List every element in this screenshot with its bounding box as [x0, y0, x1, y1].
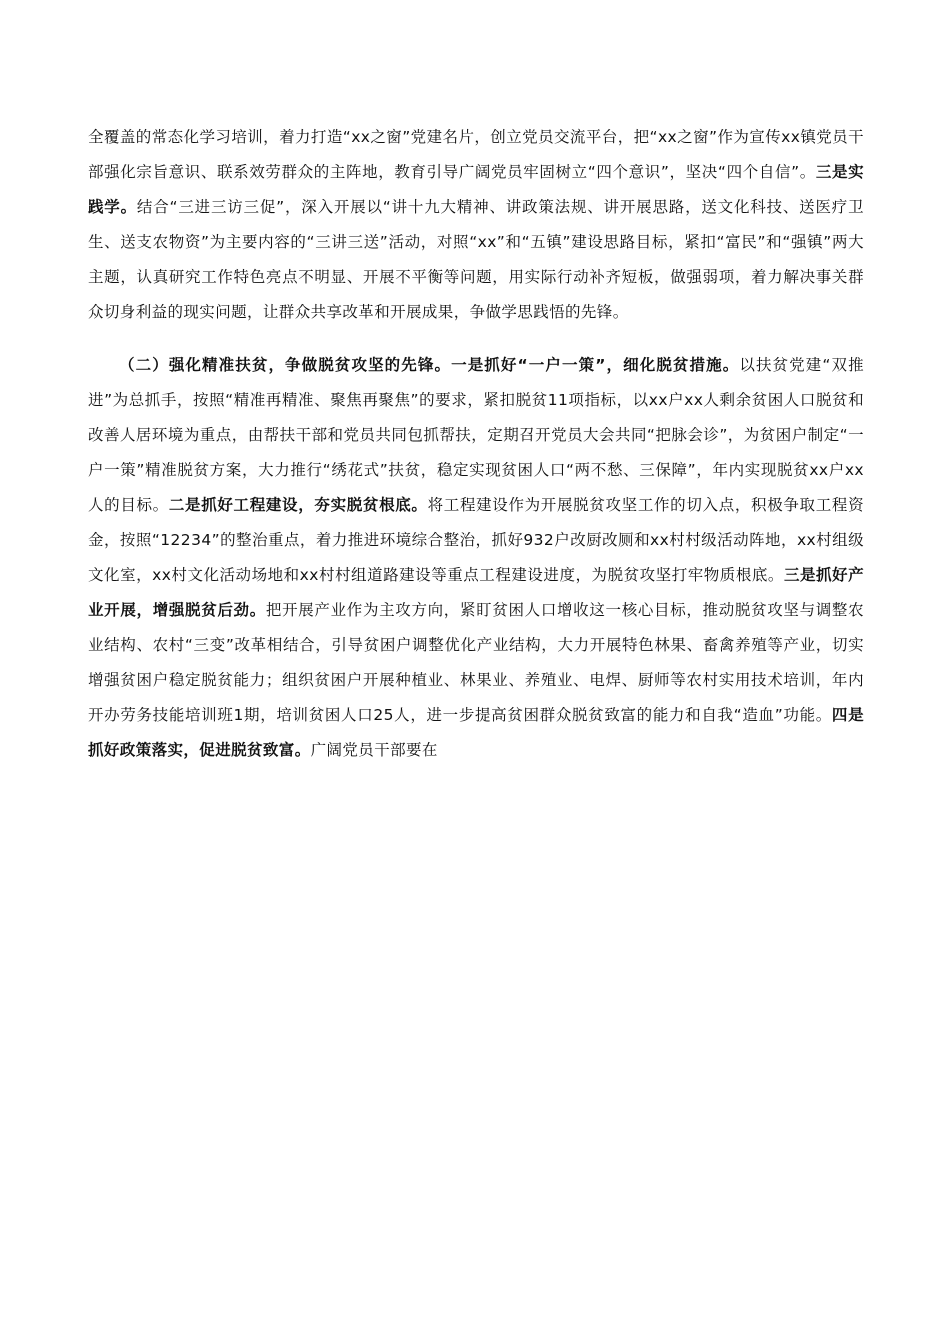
text-segment: 以扶贫党建“双推进”为总抓手，按照“精准再精准、聚焦再聚焦”的要求，紧扣脱贫11项指标，以xx户xx人剩余贫困人口脱贫和改善人居环境为重点，由帮扶干部和党员共同包抓帮扶，定期召开党员大会共同“把脉会诊”，为贫困户制定“一户一策”精准脱贫方案，大力推行“绣花式”扶贫，稳定实现贫困人口“两不愁、三保障”，年内实现脱贫xx户xx人的目标。	[88, 356, 865, 514]
bold-heading-policy-implementation: 四是抓好政策落实，促进脱贫致富。	[88, 706, 864, 759]
section-heading-precision-poverty: （二）强化精准扶贫，争做脱贫攻坚的先锋。一是抓好“一户一策”，细化脱贫措施。	[119, 356, 740, 374]
paragraph-study-continuation	[88, 120, 864, 330]
text-segment: 结合“三进三访三促”，深入开展以“讲十九大精神、讲政策法规、讲开展思路，送文化科技、送医疗卫生、送支农物资”为主要内容的“三讲三送”活动，对照“xx”和“五镇”建设思路目标，紧扣“富民”和“强镇”两大主题，认真研究工作特色亮点不明显、开展不平衡等问题，用实际行动补齐短板，做强弱项，着力解决事关群众切身利益的现实问题，让群众共享改革和开展成果，争做学思践悟的先锋。	[88, 198, 864, 321]
paragraph-poverty-alleviation	[88, 348, 864, 768]
bold-heading-practice-study: 三是实践学。	[88, 163, 864, 216]
text-segment: 将工程建设作为开展脱贫攻坚工作的切入点，积极争取工程资金，按照“12234”的整治重点，着力推进环境综合整治，抓好932户改厨改厕和xx村村级活动阵地，xx村组级文化室，xx村文化活动场地和xx村村组道路建设等重点工程建设进度，为脱贫攻坚打牢物质根底。	[88, 496, 864, 584]
text-segment: 广阔党员干部要在	[310, 741, 438, 759]
text-segment: 把开展产业作为主攻方向，紧盯贫困人口增收这一核心目标，推动脱贫攻坚与调整农业结构、农村“三变”改革相结合，引导贫困户调整优化产业结构，大力开展特色林果、畜禽养殖等产业，切实增强贫困户稳定脱贫能力；组织贫困户开展种植业、林果业、养殖业、电焊、厨师等农村实用技术培训，年内开办劳务技能培训班1期，培训贫困人口25人，进一步提高贫困群众脱贫致富的能力和自我“造血”功能。	[88, 601, 864, 724]
bold-heading-project-construction: 二是抓好工程建设，夯实脱贫根底。	[168, 496, 428, 514]
bold-heading-industry-development: 三是抓好产业开展，增强脱贫后劲。	[88, 566, 864, 619]
text-segment: 全覆盖的常态化学习培训，着力打造“xx之窗”党建名片，创立党员交流平台，把“xx之窗”作为宣传xx镇党员干部强化宗旨意识、联系效劳群众的主阵地，教育引导广阔党员牢固树立“四个意识”，坚决“四个自信”。	[88, 128, 864, 181]
document-body	[88, 120, 864, 768]
